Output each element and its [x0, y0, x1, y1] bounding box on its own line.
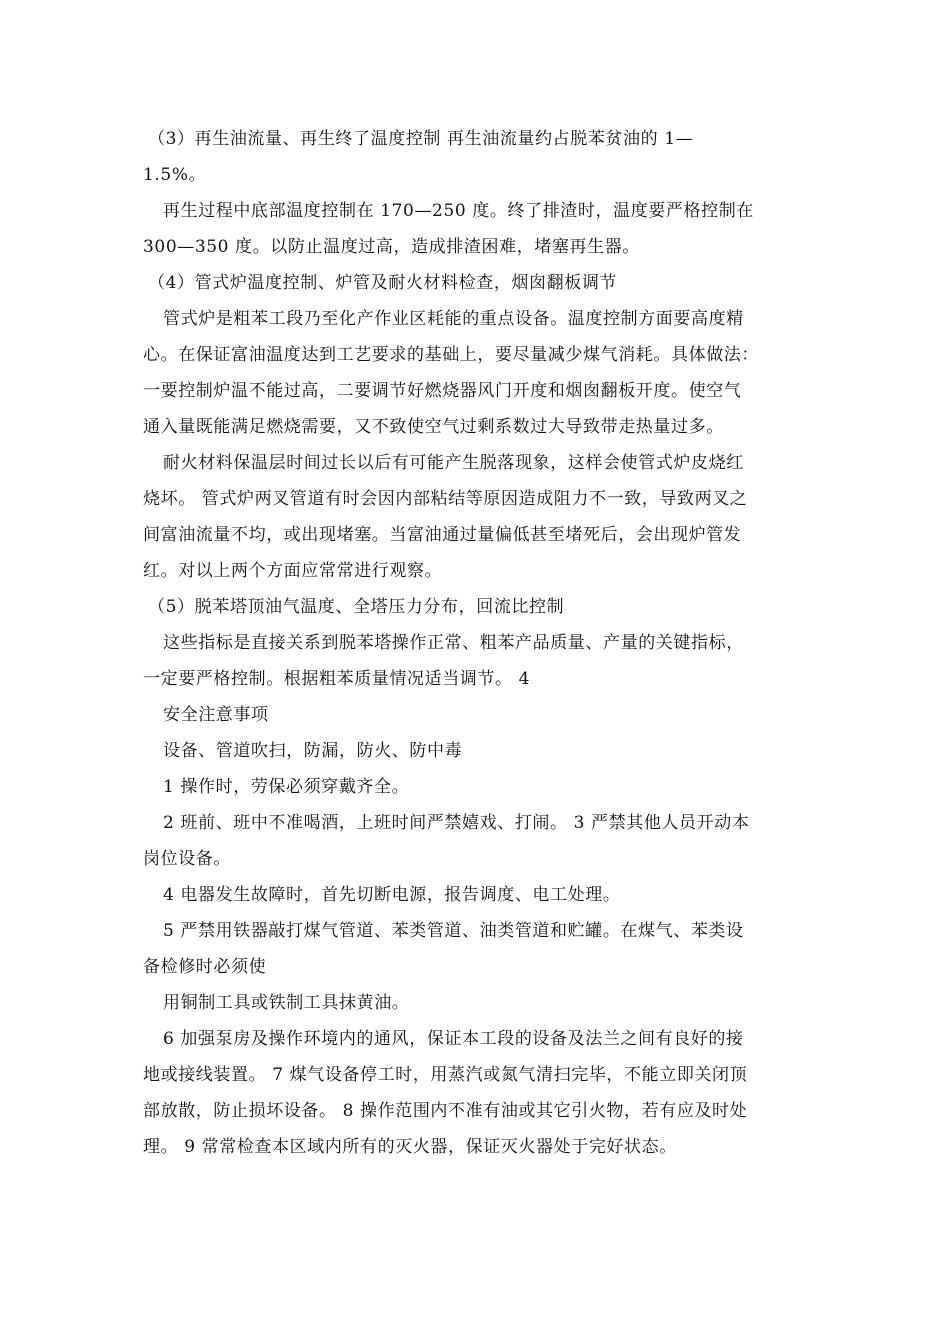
text-line: 理。 9 常常检查本区域内所有的灭火器，保证灭火器处于完好状态。	[143, 1137, 677, 1157]
text-line: 间富油流量不均，或出现堵塞。当富油通过量偏低甚至堵死后，会出现炉管发	[143, 525, 742, 545]
heading-safety: 安全注意事项	[163, 705, 269, 725]
text-line: 设备、管道吹扫，防漏，防火、防中毒	[163, 741, 463, 761]
text-line: 通入量既能满足燃烧需要，又不致使空气过剩系数过大导致带走热量过多。	[143, 417, 724, 437]
text-line: 备检修时必须使	[143, 957, 267, 977]
text-line: 用铜制工具或铁制工具抹黄油。	[163, 993, 410, 1013]
safety-item: 4 电器发生故障时，首先切断电源，报告调度、电工处理。	[163, 885, 621, 905]
text-line: 这些指标是直接关系到脱苯塔操作正常、粗苯产品质量、产量的关键指标，	[163, 633, 744, 653]
heading-furnace: （4）管式炉温度控制、炉管及耐火材料检查，烟囱翻板调节	[148, 273, 618, 293]
text-line: 心。在保证富油温度达到工艺要求的基础上，要尽量减少煤气消耗。具体做法：	[143, 345, 759, 365]
safety-item: 1 操作时，劳保必须穿戴齐全。	[163, 777, 410, 797]
safety-item: 5 严禁用铁器敲打煤气管道、苯类管道、油类管道和贮罐。在煤气、苯类设	[163, 921, 744, 941]
text-line: 管式炉是粗苯工段乃至化产作业区耗能的重点设备。温度控制方面要高度精	[163, 309, 744, 329]
heading-debenzol-tower: （5）脱苯塔顶油气温度、全塔压力分布，回流比控制	[148, 597, 565, 617]
safety-item: 2 班前、班中不准喝酒，上班时间严禁嬉戏、打闹。 3 严禁其他人员开动本	[163, 813, 750, 833]
heading-regen-oil: （3）再生油流量、再生终了温度控制 再生油流量约占脱苯贫油的 1—	[148, 129, 694, 149]
text-line: 一定要严格控制。根据粗苯质量情况适当调节。 4	[143, 669, 531, 689]
safety-item: 6 加强泵房及操作环境内的通风，保证本工段的设备及法兰之间有良好的接	[163, 1029, 744, 1049]
text-line: 地或接线装置。 7 煤气设备停工时，用蒸汽或氮气清扫完毕，不能立即关闭顶	[143, 1065, 748, 1085]
text-line: 再生过程中底部温度控制在 170—250 度。终了排渣时，温度要严格控制在	[163, 201, 754, 221]
text-line: 一要控制炉温不能过高，二要调节好燃烧器风门开度和烟囱翻板开度。使空气	[143, 381, 742, 401]
text-line: 部放散，防止损坏设备。 8 操作范围内不准有油或其它引火物，若有应及时处	[143, 1101, 748, 1121]
text-line: 烧坏。 管式炉两叉管道有时会因内部粘结等原因造成阻力不一致，导致两叉之	[143, 489, 748, 509]
text-line: 红。对以上两个方面应常常进行观察。	[143, 561, 443, 581]
text-line: 岗位设备。	[143, 849, 231, 869]
text-line: 耐火材料保温层时间过长以后有可能产生脱落现象，这样会使管式炉皮烧红	[163, 453, 744, 473]
text-line: 300—350 度。以防止温度过高，造成排渣困难，堵塞再生器。	[143, 237, 640, 257]
text-line: 1.5%。	[143, 165, 207, 185]
